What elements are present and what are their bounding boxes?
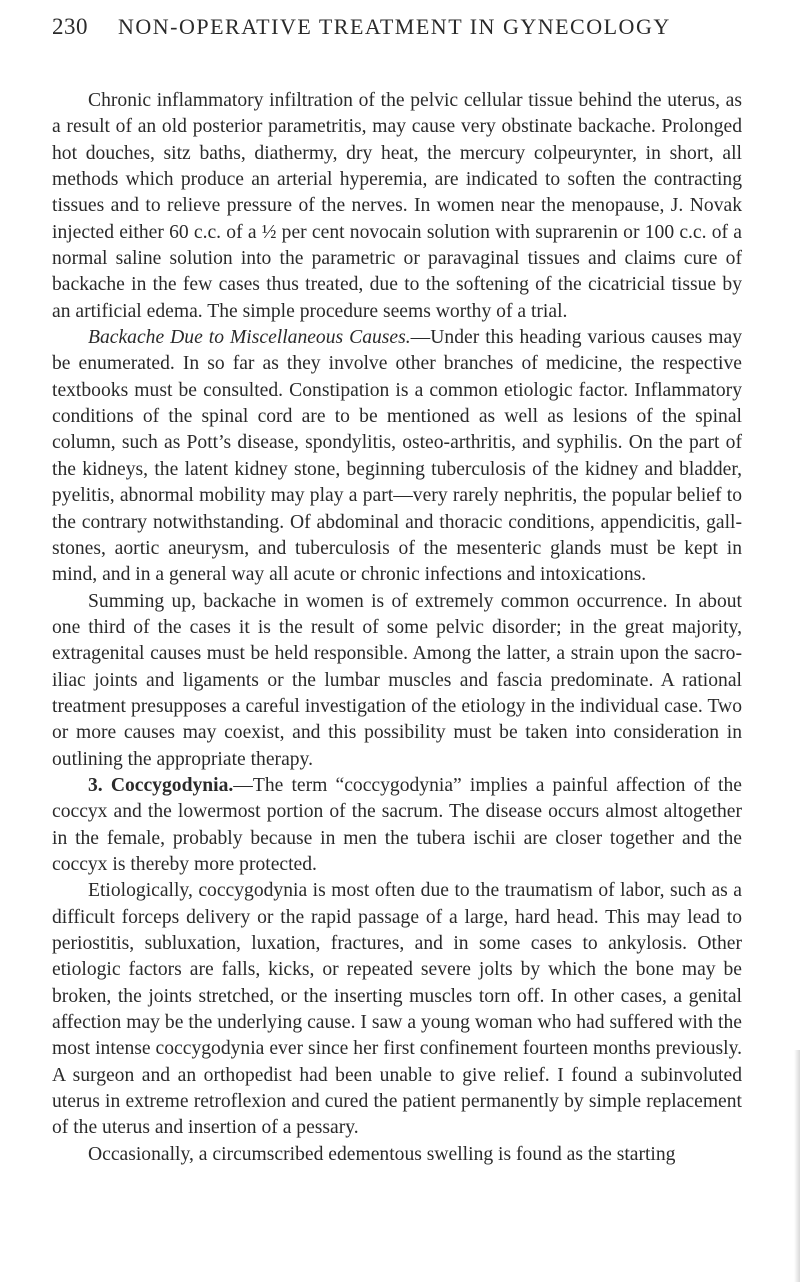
paragraph-text: Summing up, backache in women is of extremely common occurrence. In about one third of the cases it is the result of some pelvic disorder; in the great majority, extragenital causes must be held responsible. Among the latter, a strain upon the sacro-iliac joints and ligaments or the lumbar muscles and fascia predominate. A rational treatment presupposes a careful investigation of the etiology in the individual case. Two or more causes may coexist, and this possibility must be taken into consideration in outlining the appropriate therapy. bbox=[52, 590, 742, 770]
paragraph-text: Etiologically, coccygodynia is most often due to the traumatism of labor, such as a difficult forceps delivery or the rapid passage of a large, hard head. This may lead to periostitis, subluxation, luxation, fractures, and in some cases to ankylosis. Other etiologic factors are falls, kicks, or repeated severe jolts by which the bone may be broken, the joints stretched, or the inserting muscles torn off. In other cases, a genital affection may be the underlying cause. I saw a young woman who had suffered with the most intense coccygodynia ever since her first confinement fourteen months previously. A surgeon and an orthopedist had been unable to give relief. I found a subinvoluted uterus in extreme retroflexion and cured the patient permanently by simple replacement of the uterus and insertion of a pessary. bbox=[52, 880, 742, 1139]
paragraph-text: —The term “coccygodynia” implies a painful affection of the coccyx and the lowermost portion of the sacrum. The disease occurs almost altogether in the female, probably because in men the tubera ischii are closer together and the coccyx is thereby more protected. bbox=[52, 774, 742, 875]
paragraph-occasionally bbox=[52, 1142, 742, 1168]
paragraph-coccygodynia bbox=[52, 773, 742, 878]
section-heading-coccygodynia: 3. Coccygodynia. bbox=[88, 774, 234, 796]
section-heading-miscellaneous: Backache Due to Miscellaneous Causes. bbox=[88, 327, 411, 349]
body-text bbox=[52, 88, 742, 1168]
paragraph-text: Chronic inflammatory infiltration of the pelvic cellular tissue behind the uterus, as a result of an old posterior parametritis, may cause very obstinate backache. Prolonged hot douches, sitz baths, diathermy, dry heat, the mercury colpeurynter, in short, all methods which produce an arterial hyperemia, are indicated to soften the contracting tissues and to relieve pressure of the nerves. In women near the menopause, J. Novak injected either 60 c.c. of a ½ per cent novocain solution with suprarenin or 100 c.c. of a normal saline solution into the parametric or paravaginal tissues and claims cure of backache in the few cases thus treated, due to the softening of the cicatricial tissue by an artificial edema. The simple procedure seems worthy of a trial. bbox=[52, 90, 742, 322]
running-head: NON-OPERATIVE TREATMENT IN GYNECOLOGY bbox=[118, 14, 671, 39]
paragraph-text: —Under this heading various causes may be enumerated. In so far as they involve other branches of medicine, the respective textbooks must be consulted. Constipation is a common etiologic factor. Inflammatory conditions of the spinal cord are to be mentioned as well as lesions of the spinal column, such as Pott’s disease, spondylitis, osteo-arthritis, and syphilis. On the part of the kidneys, the latent kidney stone, beginning tuberculosis of the kidney and bladder, pyelitis, abnormal mobility may play a part—very rarely nephritis, the popular belief to the contrary notwithstanding. Of abdominal and thoracic conditions, appendicitis, gall-stones, aortic aneurysm, and tuberculosis of the mesenteric glands must be kept in mind, and in a general way all acute or chronic infections and intoxications. bbox=[52, 327, 743, 586]
paragraph-miscellaneous-causes bbox=[52, 325, 742, 588]
paragraph-summing-up bbox=[52, 589, 742, 773]
page-number: 230 bbox=[52, 14, 88, 39]
paragraph-etiology bbox=[52, 878, 742, 1141]
paragraph-chronic-infiltration bbox=[52, 88, 742, 325]
page-header bbox=[52, 14, 742, 50]
paragraph-text: Occasionally, a circumscribed edementous swelling is found as the starting bbox=[88, 1143, 676, 1165]
scan-shadow-edge bbox=[794, 1050, 800, 1282]
